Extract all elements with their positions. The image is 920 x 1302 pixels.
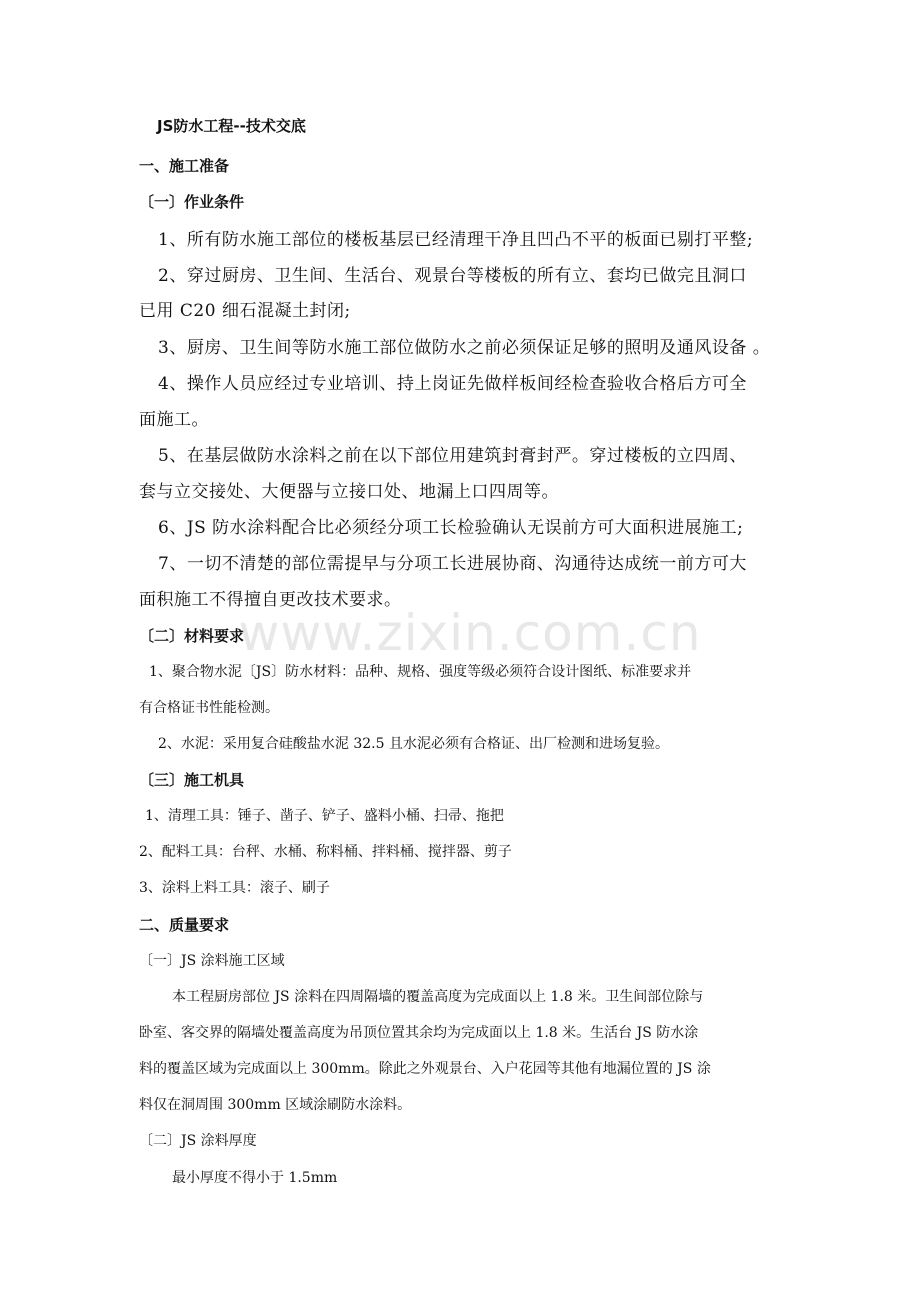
paragraph-line: 套与立交接处、大便器与立接口处、地漏上口四周等。 [139, 482, 559, 502]
paragraph-line: 料仅在洞周围 300mm 区域涂刷防水涂料。 [139, 1097, 412, 1113]
section-heading-preparation: 一、施工准备 [139, 157, 230, 175]
paragraph-line: 1、所有防水施工部位的楼板基层已经清理干净且凹凸不平的板面已剔打平整; [158, 230, 754, 250]
paragraph-line: 6、JS 防水涂料配合比必须经分项工长检验确认无误前方可大面积进展施工; [158, 518, 744, 538]
paragraph-line: 有合格证书性能检测。 [139, 700, 279, 716]
paragraph-line: 本工程厨房部位 JS 涂料在四周隔墙的覆盖高度为完成面以上 1.8 米。卫生间部位除与 [172, 989, 704, 1005]
paragraph-line: 3、厨房、卫生间等防水施工部位做防水之前必须保证足够的照明及通风设备 。 [158, 338, 771, 358]
paragraph-line: 料的覆盖区域为完成面以上 300mm。除此之外观景台、入户花园等其他有地漏位置的 JS 涂 [139, 1061, 711, 1077]
paragraph-line: 面施工。 [139, 410, 209, 430]
subsection-heading-area: 〔一〕JS 涂料施工区域 [139, 953, 285, 969]
paragraph-line: 已用 C20 细石混凝土封闭; [139, 301, 351, 321]
watermark: www.zixin.com.cn [238, 604, 702, 662]
paragraph-line: 5、在基层做防水涂料之前在以下部位用建筑封膏封严。穿过楼板的立四周、 [158, 446, 747, 466]
paragraph-line: 最小厚度不得小于 1.5mm [172, 1170, 338, 1186]
subsection-heading-materials: 〔二〕材料要求 [139, 627, 245, 645]
section-heading-quality: 二、质量要求 [139, 916, 230, 934]
subsection-heading-tools: 〔三〕施工机具 [139, 771, 245, 789]
paragraph-line: 面积施工不得擅自更改技术要求。 [139, 590, 402, 610]
paragraph-line: 2、水泥：采用复合硅酸盐水泥 32.5 且水泥必须有合格证、出厂检测和进场复验。 [158, 736, 669, 752]
paragraph-line: 卧室、客交界的隔墙处覆盖高度为吊顶位置其余均为完成面以上 1.8 米。生活台 JS 防水涂 [139, 1025, 699, 1041]
paragraph-line: 7、一切不清楚的部位需提早与分项工长进展协商、沟通待达成统一前方可大 [158, 554, 747, 574]
document-title: JS防水工程--技术交底 [157, 117, 306, 135]
list-item: 3、涂料上料工具：滚子、刷子 [139, 880, 330, 896]
subsection-heading-thickness: 〔二〕JS 涂料厚度 [139, 1133, 257, 1149]
subsection-heading-conditions: 〔一〕作业条件 [139, 193, 245, 211]
list-item: 1、清理工具：锤子、凿子、铲子、盛料小桶、扫帚、拖把 [145, 808, 504, 824]
list-item: 2、配料工具：台秤、水桶、称料桶、拌料桶、搅拌器、剪子 [139, 844, 512, 860]
paragraph-line: 1、聚合物水泥〔JS〕防水材料：品种、规格、强度等级必须符合设计图纸、标准要求并 [149, 664, 692, 680]
paragraph-line: 4、操作人员应经过专业培训、持上岗证先做样板间经检查验收合格后方可全 [158, 374, 747, 394]
paragraph-line: 2、穿过厨房、卫生间、生活台、观景台等楼板的所有立、套均已做完且洞口 [158, 266, 747, 286]
